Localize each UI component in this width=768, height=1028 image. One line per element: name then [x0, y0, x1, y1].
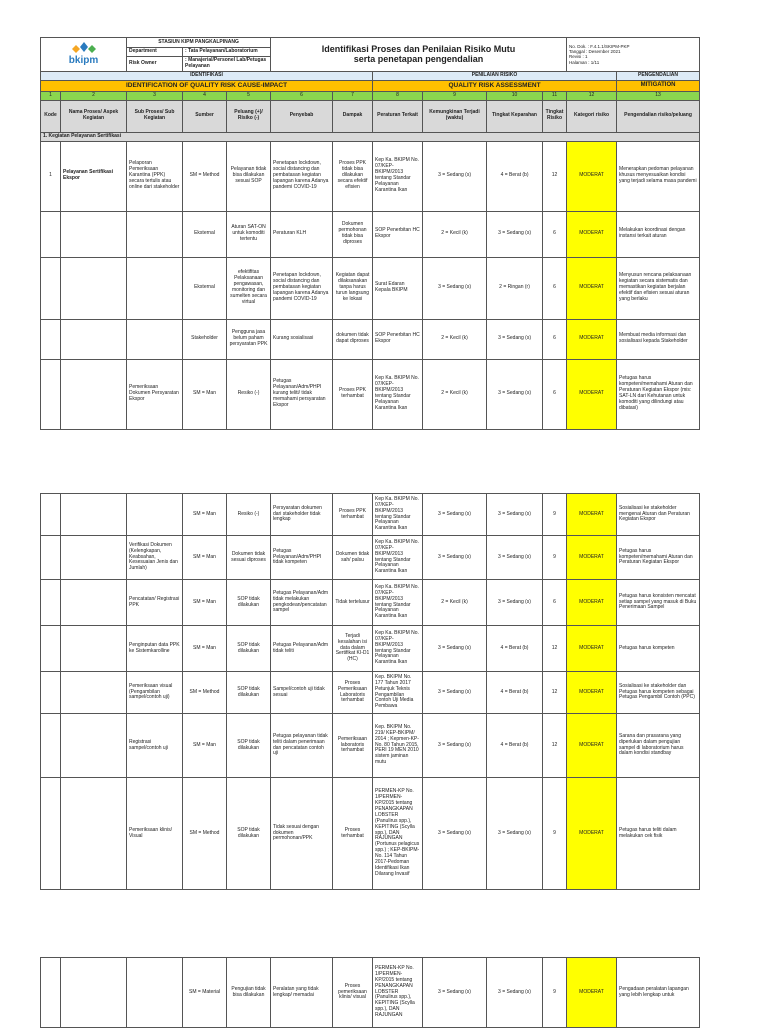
cell-sumber: SM = Method — [183, 141, 227, 211]
cell-pengendalian: Sosialisasi ke stakeholder dan Petugas harus kompeten sebagai Petugas Pengambil Contoh (PPC) — [617, 672, 700, 714]
assessment-band: QUALITY RISK ASSESSMENT — [373, 80, 617, 91]
risk-table-page-1 — [40, 37, 700, 430]
cell-keparahan: 3 = Sedang (s) — [487, 494, 543, 536]
cell-kode — [41, 257, 61, 319]
doc-title-line-1: Identifikasi Proses dan Penilaian Risiko Mutu — [321, 43, 516, 54]
cell-sub-proses — [127, 319, 183, 359]
col-head-dampak: Dampak — [333, 100, 373, 132]
cell-kategori: MODERAT — [567, 257, 617, 319]
cell-peraturan: PERMEN-KP No. 1/PERMEN-KP/2015 tentang PENANGKAPAN LOBSTER (Panulirus spp.), KEPITING (Scylla spp.), DAN RAJUNGAN (Portunus pelagicus spp.) ; KEP-BKIPM-No. 114 Tahun 2017-Pedoman Identifikasi Ikan Dilarang Invasif — [373, 778, 423, 890]
cell-sub-proses — [127, 211, 183, 257]
page-2 — [0, 493, 768, 890]
cell-risiko: SOP tidak dilakukan — [227, 778, 271, 890]
cell-peraturan: Kep Ka. BKIPM No. 07/KEP-BKIPM/2013 tentang Standar Pelayanan Karantina Ikan — [373, 494, 423, 536]
table-row — [41, 257, 700, 319]
col-num: 4 — [183, 91, 227, 100]
cell-pengendalian: Sosialisasi ke stakeholder mengenai Aturan dan Peraturan Kegiatan Ekspor — [617, 494, 700, 536]
cell-tingkat-risiko: 12 — [543, 626, 567, 672]
cell-tingkat-risiko: 9 — [543, 958, 567, 1028]
cell-sub-proses: Registrasi sampel/contoh uji — [127, 714, 183, 778]
cell-kode — [41, 494, 61, 536]
cell-penyebab: Peralatan yang tidak lengkap/ memadai — [271, 958, 333, 1028]
cell-kode — [41, 580, 61, 626]
cell-kemungkinan: 3 = Sedang (s) — [423, 257, 487, 319]
risk-owner-value: : Manajerial/Personel Lab/Petugas Pelayanan — [183, 57, 271, 72]
cell-proses — [61, 958, 127, 1028]
cell-proses — [61, 359, 127, 429]
station-name: STASIUN KIPM PANGKALPINANG — [127, 38, 271, 48]
cell-risiko: SOP tidak dilakukan — [227, 626, 271, 672]
cell-risiko: Resiko (-) — [227, 359, 271, 429]
cell-dampak: Proses PPK terhambat — [333, 359, 373, 429]
cell-proses — [61, 626, 127, 672]
pengendalian-label: PENGENDALIAN — [617, 71, 700, 80]
cell-sumber: SM = Man — [183, 580, 227, 626]
cell-pengendalian: Membuat media informasi dan sosialisasi kepada Stakeholder — [617, 319, 700, 359]
cell-tingkat-risiko: 6 — [543, 580, 567, 626]
cell-risiko: Aturan SAT-ON untuk komoditi tertentu — [227, 211, 271, 257]
cell-sumber: Eksternal — [183, 257, 227, 319]
cell-keparahan: 3 = Sedang (s) — [487, 359, 543, 429]
cell-proses — [61, 714, 127, 778]
cell-pengendalian: Sarana dan prasarana yang diperlukan dalam pengujian sampel di laboratorium harus dalam kondisi standbay — [617, 714, 700, 778]
cell-dampak: Dokumen tidak sah/ palsu — [333, 536, 373, 580]
cell-keparahan: 3 = Sedang (s) — [487, 778, 543, 890]
cell-sub-proses: Pemeriksaan Dokumen Persyaratan Ekspor — [127, 359, 183, 429]
table-row — [41, 626, 700, 672]
cell-risiko: Dokumen tidak sesuai diproses — [227, 536, 271, 580]
col-head-keparahan: Tingkat Keparahan — [487, 100, 543, 132]
col-num: 11 — [543, 91, 567, 100]
cell-kategori: MODERAT — [567, 141, 617, 211]
table-row — [41, 359, 700, 429]
cell-kategori: MODERAT — [567, 359, 617, 429]
cell-sub-proses: Pelaporan Pemeriksaan Karantina (PPK) secara tertulis atau online dari stakeholder — [127, 141, 183, 211]
logo-text: bkipm — [68, 55, 99, 67]
cell-penyebab: Kurang sosialisasi — [271, 319, 333, 359]
doc-title — [271, 38, 567, 72]
cell-risiko: Pengguna jasa belum paham persyaratan PPK — [227, 319, 271, 359]
cell-sub-proses — [127, 257, 183, 319]
cell-penyebab: Penetapan lockdown, social distancing dan pembatasan kegiatan lapangan karena Adanya pandemi COVID-19 — [271, 141, 333, 211]
cell-kategori: MODERAT — [567, 494, 617, 536]
cell-kode — [41, 958, 61, 1028]
col-num: 13 — [617, 91, 700, 100]
cell-pengendalian: Melakukan koordinasi dengan instansi terkait aturan — [617, 211, 700, 257]
cell-penyebab: Peraturan KLH — [271, 211, 333, 257]
table-row — [41, 580, 700, 626]
cell-keparahan: 4 = Berat (b) — [487, 672, 543, 714]
table-row — [41, 494, 700, 536]
cell-sub-proses: Pemeriksaan klinis/ Visual — [127, 778, 183, 890]
cell-risiko: Pengujian tidak bisa dilakukan — [227, 958, 271, 1028]
risk-owner-label: Risk Owner — [127, 57, 183, 72]
cell-dampak: Kegiatan dapat dilaksanakan tanpa harus turun langsung ke lokasi — [333, 257, 373, 319]
logo-cell — [41, 38, 127, 72]
cell-sub-proses: Penginputan data PPK ke Sistemkarolline — [127, 626, 183, 672]
cell-sumber: Stakeholder — [183, 319, 227, 359]
cell-tingkat-risiko: 6 — [543, 359, 567, 429]
department-label: Department — [127, 48, 183, 57]
cell-dampak: Proses pemeriksaan klinis/ visual — [333, 958, 373, 1028]
doc-page: Halaman : 1/11 — [569, 59, 600, 65]
cell-peraturan: SOP Penerbitan HC Ekspor — [373, 211, 423, 257]
table-row — [41, 714, 700, 778]
page-1 — [0, 37, 768, 430]
cell-kemungkinan: 3 = Sedang (s) — [423, 714, 487, 778]
col-num: 9 — [423, 91, 487, 100]
cell-sumber: SM = Method — [183, 778, 227, 890]
cell-sumber: SM = Man — [183, 714, 227, 778]
cell-pengendalian: Menerapkan pedoman pelayanan khusus menyesuaikan kondisi yang terjadi selama masa pandemi — [617, 141, 700, 211]
col-num: 1 — [41, 91, 61, 100]
cell-tingkat-risiko: 9 — [543, 494, 567, 536]
doc-title-line-2: serta penetapan pengendalian — [353, 54, 484, 65]
cell-proses — [61, 319, 127, 359]
col-num: 2 — [61, 91, 127, 100]
cell-dampak: dokumen tidak dapat diproses — [333, 319, 373, 359]
cell-keparahan: 4 = Berat (b) — [487, 626, 543, 672]
cell-proses — [61, 778, 127, 890]
cell-peraturan: Kep Ka. BKIPM No. 07/KEP-BKIPM/2013 tentang Standar Pelayanan Karantina Ikan — [373, 536, 423, 580]
cell-pengendalian: Menyusun rencana pelaksanaan kegiatan secara sistematis dan memastikan kegiatan berjalan efektif dan efisien sesuai aturan yang berlaku — [617, 257, 700, 319]
cell-penyebab: Petugas Pelayanan/Adm tidak melakukan pengkodean/pencatatan sampel — [271, 580, 333, 626]
col-num: 6 — [271, 91, 333, 100]
cell-tingkat-risiko: 6 — [543, 257, 567, 319]
cell-keparahan: 2 = Ringan (r) — [487, 257, 543, 319]
table-row — [41, 319, 700, 359]
doc-meta — [567, 38, 700, 72]
col-head-kategori: Kategori risiko — [567, 100, 617, 132]
cell-kemungkinan: 3 = Sedang (s) — [423, 672, 487, 714]
cell-tingkat-risiko: 9 — [543, 536, 567, 580]
cell-penyebab: Persyaratan dokumen dari stakeholder tidak lengkap — [271, 494, 333, 536]
cell-dampak: Proses PPK terhambat — [333, 494, 373, 536]
cell-kode: 1 — [41, 141, 61, 211]
col-head-sumber: Sumber — [183, 100, 227, 132]
cell-pengendalian: Pengadaan peralatan lapangan yang lebih lengkap untuk — [617, 958, 700, 1028]
cell-penyebab: Sampel/contoh uji tidak sesuai — [271, 672, 333, 714]
cell-pengendalian: Petugas harus kompeten/memahami Aturan dan Peraturan Kegiatan Ekspor (mis: SAT-LN dari Kehutanan untuk komoditi yang dilindungi atau dibatasi) — [617, 359, 700, 429]
cell-pengendalian: Petugas harus kompeten/memahami Aturan dan Peraturan Kegiatan Ekspor — [617, 536, 700, 580]
col-num: 7 — [333, 91, 373, 100]
page-3 — [0, 957, 768, 1028]
cell-sub-proses — [127, 494, 183, 536]
table-row — [41, 778, 700, 890]
cell-penyebab: Petugas Pelayanan/Adm/PHPI tidak kompeten — [271, 536, 333, 580]
table-row — [41, 672, 700, 714]
cell-kategori: MODERAT — [567, 319, 617, 359]
col-head-peraturan: Peraturan Terkait — [373, 100, 423, 132]
bkipm-logo — [43, 41, 124, 67]
col-num: 3 — [127, 91, 183, 100]
cell-sumber: SM = Man — [183, 494, 227, 536]
cell-keparahan: 3 = Sedang (s) — [487, 319, 543, 359]
cell-keparahan: 3 = Sedang (s) — [487, 211, 543, 257]
cell-sumber: SM = Man — [183, 536, 227, 580]
col-num: 10 — [487, 91, 543, 100]
cell-keparahan: 3 = Sedang (s) — [487, 958, 543, 1028]
col-head-pengendalian: Pengendalian risiko/peluang — [617, 100, 700, 132]
cell-peraturan: Kep Ka. BKIPM No. 07/KEP-BKIPM/2013 tentang Standar Pelayanan Karantina Ikan — [373, 626, 423, 672]
col-head-proses: Nama Proses/ Aspek Kegiatan — [61, 100, 127, 132]
table-row — [41, 141, 700, 211]
cell-peraturan: Kep Ka. BKIPM No. 07/KEP-BKIPM/2013 tentang Standar Pelayanan Karantina Ikan — [373, 359, 423, 429]
cell-tingkat-risiko: 12 — [543, 141, 567, 211]
cell-peraturan: PERMEN-KP No. 1/PERMEN-KP/2015 tentang PENANGKAPAN LOBSTER (Panulirus spp.), KEPITING (Scylla spp.), DAN RAJUNGAN — [373, 958, 423, 1028]
col-num: 8 — [373, 91, 423, 100]
department-value: : Tata Pelayanan/Laboratorium — [183, 48, 271, 57]
cell-sumber: SM = Man — [183, 626, 227, 672]
bkipm-logo-icon — [71, 41, 97, 55]
col-head-sub: Sub Proses/ Sub Kegiatan — [127, 100, 183, 132]
cell-proses — [61, 211, 127, 257]
cell-peraturan: SOP Penerbitan HC Ekspor — [373, 319, 423, 359]
cell-peraturan: Kep. BKIPM No. 219/ KEP-BKIPM/ 2014 ; Kepmen-KP- No. 80 Tahun 2015, PERI 19 MEN 2010 sistem jaminan mutu — [373, 714, 423, 778]
cell-pengendalian: Petugas harus kompeten — [617, 626, 700, 672]
cell-kemungkinan: 3 = Sedang (s) — [423, 536, 487, 580]
cell-peraturan: Kep Ka. BKIPM No. 07/KEP-BKIPM/2013 tentang Standar Pelayanan Karantina Ikan — [373, 141, 423, 211]
cell-sumber: SM = Method — [183, 672, 227, 714]
cell-kemungkinan: 2 = Kecil (k) — [423, 580, 487, 626]
cell-dampak: Proses PPK tidak bisa dilakukan secara efektif efisien — [333, 141, 373, 211]
cell-kategori: MODERAT — [567, 778, 617, 890]
cell-sumber: Eksternal — [183, 211, 227, 257]
cell-penyebab: Petugas pelayanan tidak teliti dalam penerimaan dan pencatatan contoh uji — [271, 714, 333, 778]
cell-risiko: SOP tidak dilakukan — [227, 672, 271, 714]
cell-kemungkinan: 3 = Sedang (s) — [423, 141, 487, 211]
cell-kemungkinan: 3 = Sedang (s) — [423, 778, 487, 890]
cell-risiko: efektifitas Pelaksanaan pengawasan, monitoring dan sumelten secara virtual — [227, 257, 271, 319]
cell-proses — [61, 580, 127, 626]
cell-dampak: Proses Pemeriksaan Laboratoris terhambat — [333, 672, 373, 714]
cell-kemungkinan: 3 = Sedang (s) — [423, 494, 487, 536]
mitigation-band: MITIGATION — [617, 80, 700, 91]
cell-kategori: MODERAT — [567, 626, 617, 672]
cell-kemungkinan: 2 = Kecil (k) — [423, 211, 487, 257]
cell-dampak: Proses terhambat — [333, 778, 373, 890]
doc-date: Tanggal : Desember 2021 — [569, 49, 621, 55]
cell-keparahan: 4 = Berat (b) — [487, 141, 543, 211]
cell-proses — [61, 494, 127, 536]
cell-sub-proses: Pencatatan/ Registrasi PPK — [127, 580, 183, 626]
cell-risiko: SOP tidak dilakukan — [227, 580, 271, 626]
cell-peraturan: Kep Ka. BKIPM No. 07/KEP-BKIPM/2013 tentang Standar Pelayanan Karantina Ikan — [373, 580, 423, 626]
cell-tingkat-risiko: 12 — [543, 672, 567, 714]
col-num: 12 — [567, 91, 617, 100]
doc-revision: Revisi : 1 — [569, 54, 588, 60]
cell-risiko: Pelayanan tidak bisa dilakukan sesuai SOP — [227, 141, 271, 211]
cell-sumber: SM = Man — [183, 359, 227, 429]
cell-dampak: Dokumen permohonan tidak bisa diproses — [333, 211, 373, 257]
col-head-penyebab: Penyebab — [271, 100, 333, 132]
cell-penyebab: Petugas Pelayanan/Adm tidak teliti — [271, 626, 333, 672]
cell-kode — [41, 359, 61, 429]
col-head-kode: Kode — [41, 100, 61, 132]
cell-pengendalian: Petugas harus teliti dalam melakukan cek fisik — [617, 778, 700, 890]
cell-kategori: MODERAT — [567, 958, 617, 1028]
col-head-tingkat: Tingkat Risiko — [543, 100, 567, 132]
cell-kategori: MODERAT — [567, 714, 617, 778]
cell-kemungkinan: 3 = Sedang (s) — [423, 626, 487, 672]
cell-keparahan: 3 = Sedang (s) — [487, 536, 543, 580]
cell-penyebab: Tidak sesuai dengan dokumen permohonan/PPK — [271, 778, 333, 890]
cell-peraturan: Kep. BKIPM No. 177 Tahun 2017 Petunjuk Teknis Pengambilan Contoh Uji Media Pembawa — [373, 672, 423, 714]
cell-dampak: Tidak tertelusur — [333, 580, 373, 626]
table-row — [41, 536, 700, 580]
cell-kode — [41, 778, 61, 890]
cell-tingkat-risiko: 6 — [543, 211, 567, 257]
cell-tingkat-risiko: 12 — [543, 714, 567, 778]
cell-peraturan: Surat Edaran Kepala BKIPM — [373, 257, 423, 319]
cell-kategori: MODERAT — [567, 580, 617, 626]
doc-number: No. Dok. : F.4.1.1/SKIPM-PKP — [569, 43, 630, 49]
cell-sub-proses — [127, 958, 183, 1028]
cell-dampak: Terjadi kesalahan isi data dalam Sertifikat KI-D1 (HC) — [333, 626, 373, 672]
cell-kode — [41, 672, 61, 714]
cell-proses — [61, 257, 127, 319]
cell-risiko: SOP tidak dilakukan — [227, 714, 271, 778]
cell-kode — [41, 211, 61, 257]
cell-kategori: MODERAT — [567, 672, 617, 714]
cell-tingkat-risiko: 6 — [543, 319, 567, 359]
col-head-risiko: Peluang (+)/ Risiko (-) — [227, 100, 271, 132]
cell-kode — [41, 626, 61, 672]
table-row — [41, 211, 700, 257]
cell-pengendalian: Petugas harus konsisten mencatat setiap sampel yang masuk di Buku Penerimaan Sampel — [617, 580, 700, 626]
cell-penyebab: Petugas Pelayanan/Adm/PHPI kurang teliti/ tidak memahami persyaratan Ekspor — [271, 359, 333, 429]
cell-risiko: Resiko (-) — [227, 494, 271, 536]
cell-proses — [61, 536, 127, 580]
cell-tingkat-risiko: 9 — [543, 778, 567, 890]
cell-sub-proses: Verifikasi Dokumen (Kelengkapan, Keabsahan, Kesesuaian Jenis dan Jumlah) — [127, 536, 183, 580]
col-num: 5 — [227, 91, 271, 100]
risk-table-page-2 — [40, 493, 700, 890]
cell-kategori: MODERAT — [567, 211, 617, 257]
column-header-row — [41, 100, 700, 132]
cell-dampak: Pemeriksaan laboratoris terhambat — [333, 714, 373, 778]
cell-kemungkinan: 2 = Kecil (k) — [423, 359, 487, 429]
cell-kode — [41, 536, 61, 580]
penilaian-label: PENILAIAN RISIKO — [373, 71, 617, 80]
identification-band: IDENTIFICATION OF QUALITY RISK CAUSE-IMPACT — [41, 80, 373, 91]
cell-sub-proses: Pemeriksaan visual (Pengambilan sampel/contoh uji) — [127, 672, 183, 714]
cell-proses — [61, 672, 127, 714]
cell-proses: Pelayanan Sertifikasi Ekspor — [61, 141, 127, 211]
identifikasi-label: IDENTIFIKASI — [41, 71, 373, 80]
cell-kemungkinan: 2 = Kecil (k) — [423, 319, 487, 359]
section-title: 1. Kegiatan Pelayanan Sertifikasi — [41, 132, 700, 141]
cell-penyebab: Penetapan lockdown, social distancing dan pembatasan kegiatan lapangan karena Adanya pandemi COVID-19 — [271, 257, 333, 319]
cell-kategori: MODERAT — [567, 536, 617, 580]
cell-keparahan: 4 = Berat (b) — [487, 714, 543, 778]
cell-kode — [41, 319, 61, 359]
column-number-row — [41, 91, 700, 100]
cell-kemungkinan: 3 = Sedang (s) — [423, 958, 487, 1028]
cell-sumber: SM = Material — [183, 958, 227, 1028]
col-head-kemungkinan: Kemungkinan Terjadi (waktu) — [423, 100, 487, 132]
table-row — [41, 958, 700, 1028]
risk-table-page-3 — [40, 957, 700, 1028]
cell-kode — [41, 714, 61, 778]
cell-keparahan: 3 = Sedang (s) — [487, 580, 543, 626]
